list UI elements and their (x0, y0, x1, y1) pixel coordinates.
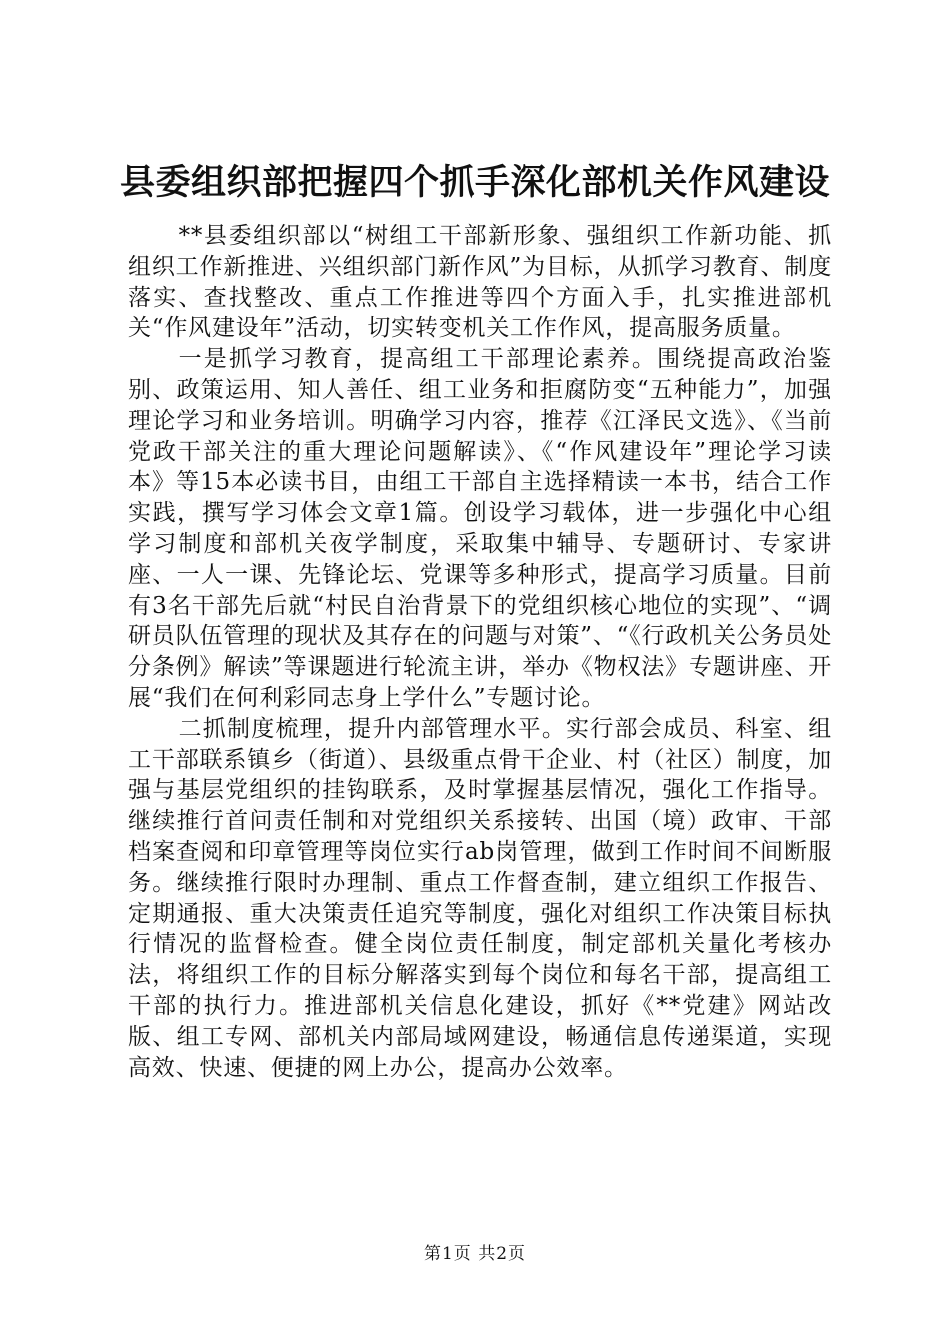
paragraph-system-management: 二抓制度梳理，提升内部管理水平。实行部会成员、科室、组工干部联系镇乡（街道）、县级重点骨干企业、村（社区）制度，加强与基层党组织的挂钩联系，及时掌握基层情况，强化工作指导。继续推行首问责任制和对党组织关系接转、出国（境）政审、干部档案查阅和印章管理等岗位实行ab岗管理，做到工作时间不间断服务。继续推行限时办理制、重点工作督查制，建立组织工作报告、定期通报、重大决策责任追究等制度，强化对组织工作决策目标执行情况的监督检查。健全岗位责任制度，制定部机关量化考核办法，将组织工作的目标分解落实到每个岗位和每名干部，提高组工干部的执行力。推进部机关信息化建设，抓好《**党建》网站改版、组工专网、部机关内部局域网建设，畅通信息传递渠道，实现高效、快速、便捷的网上办公，提高办公效率。 (128, 715, 832, 1081)
document-body (128, 221, 832, 1083)
paragraph-intro: **县委组织部以“树组工干部新形象、强组织工作新功能、抓组织工作新推进、兴组织部门新作风”为目标，从抓学习教育、制度落实、查找整改、重点工作推进等四个方面入手，扎实推进部机关“作风建设年”活动，切实转变机关工作作风，提高服务质量。 (128, 223, 832, 342)
document-title: 县委组织部把握四个抓手深化部机关作风建设 (119, 162, 830, 203)
paragraph-study-education: 一是抓学习教育，提高组工干部理论素养。围绕提高政治鉴别、政策运用、知人善任、组工业务和拒腐防变“五种能力”，加强理论学习和业务培训。明确学习内容，推荐《江泽民文选》、《当前党政干部关注的重大理论问题解读》、《“作风建设年”理论学习读本》等15本必读书目，由组工干部自主选择精读一本书，结合工作实践，撰写学习体会文章1篇。创设学习载体，进一步强化中心组学习制度和部机关夜学制度，采取集中辅导、专题研讨、专家讲座、一人一课、先锋论坛、党课等多种形式，提高学习质量。目前有3名干部先后就“村民自治背景下的党组织核心地位的实现”、“调研员队伍管理的现状及其存在的问题与对策”、“《行政机关公务员处分条例》解读”等课题进行轮流主讲，举办《物权法》专题讲座、开展“我们在何利彩同志身上学什么”专题讨论。 (128, 346, 832, 711)
page-footer: 第1页 共2页 (423, 1244, 527, 1264)
